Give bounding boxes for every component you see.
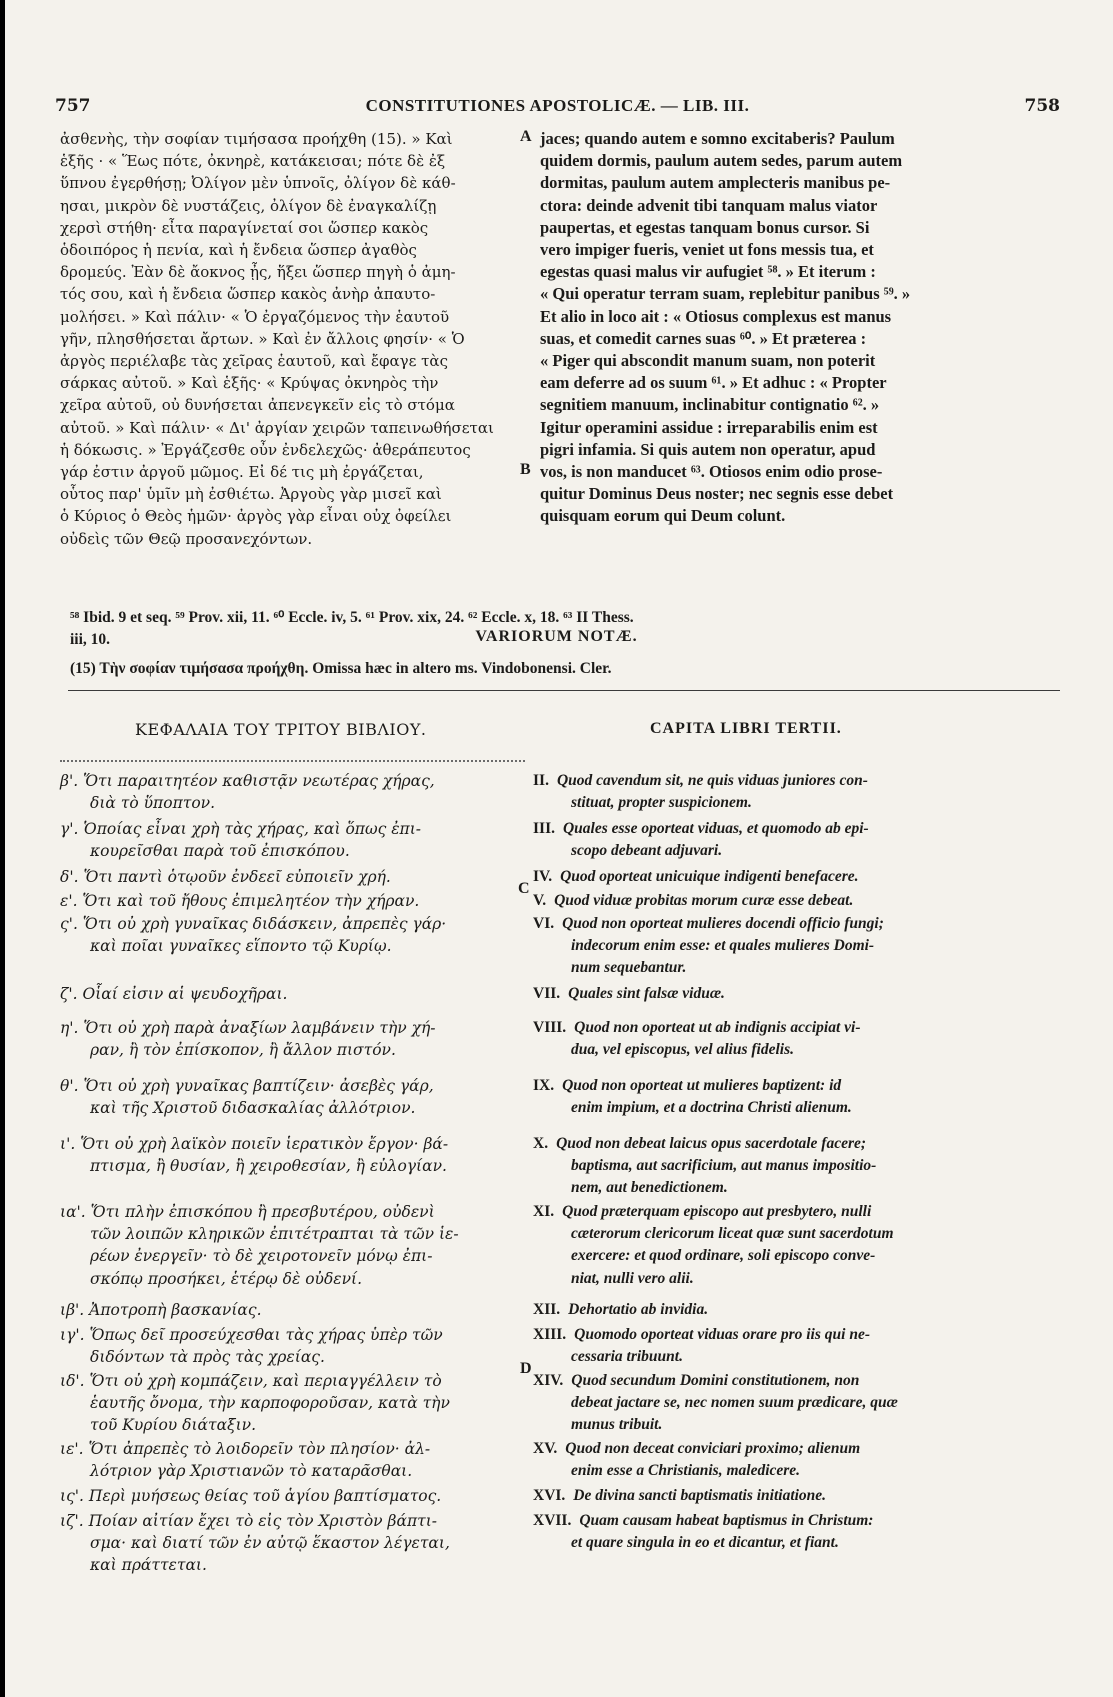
latin-text-column xyxy=(540,128,1040,528)
greek-chapter-line: θ'. Ὅτι οὐ χρὴ γυναῖκας βαπτίζειν· ἀσεβὲς γάρ, xyxy=(60,1077,434,1095)
latin-chapter-item xyxy=(533,1133,1063,1200)
greek-text-line: ὕπνου ἐγερθήσῃ; Ὀλίγον μὲν ὑπνοῖς, ὀλίγον δὲ κάθ- xyxy=(60,174,456,193)
chapter-number: V. xyxy=(533,892,547,909)
greek-text-line: οὐδεὶς τῶν Θεῷ προσανεχόντων. xyxy=(60,529,313,548)
latin-chapter-line: XII. Dehortatio ab invidia. xyxy=(533,1301,709,1318)
chapter-number: VIII. xyxy=(533,1019,567,1036)
greek-chapter-line: ιδ'. Ὅτι οὐ χρὴ κομπάζειν, καὶ περιαγγέλλειν τὸ xyxy=(60,1372,442,1390)
greek-chapter-item xyxy=(60,1075,525,1119)
greek-text-line: ὁ Κύριος ὁ Θεὸς ἡμῶν· ἀργὸς γὰρ εἶναι οὐχ ὀφείλει xyxy=(60,507,452,526)
greek-text-line: τός σου, καὶ ἡ ἔνδεια ὥσπερ κακὸς ἀνὴρ ἀπαυτο- xyxy=(60,285,436,304)
greek-chapter-line: ια'. Ὅτι πλὴν ἐπισκόπου ἢ πρεσβυτέρου, οὐδενὶ xyxy=(60,1203,435,1221)
chapter-number: IV. xyxy=(533,868,553,885)
greek-text-line: χεῖρα αὐτοῦ, οὐ δυνήσεται ἀπενεγκεῖν εἰς τὸ στόμα xyxy=(60,396,455,415)
latin-chapter-line: VIII. Quod non oporteat ut ab indignis accipiat vi- xyxy=(533,1019,861,1036)
latin-text-line: vos, is non manducet ⁶³. Otiosos enim odio prose- xyxy=(540,462,883,482)
latin-chapter-item xyxy=(533,1299,1063,1321)
latin-chapters-heading: CAPITA LIBRI TERTII. xyxy=(650,720,842,737)
latin-text-line: eam deferre ad os suum ⁶¹. » Et adhuc : « Propter xyxy=(540,373,887,393)
greek-chapter-item xyxy=(60,913,525,957)
greek-chapter-line: ιε'. Ὅτι ἀπρεπὲς τὸ λοιδορεῖν τὸν πλησίον· ἀλ- xyxy=(60,1440,431,1458)
margin-marker-a: A xyxy=(520,128,532,145)
greek-chapter-line: καὶ τῆς Χριστοῦ διδασκαλίας ἀλλότριον. xyxy=(90,1099,416,1118)
chapter-number: XI. xyxy=(533,1203,555,1220)
scan-edge xyxy=(0,0,5,1697)
greek-chapter-item xyxy=(60,890,525,912)
latin-chapter-item xyxy=(533,1438,1063,1482)
greek-text-column xyxy=(60,128,515,550)
greek-chapter-line: δ'. Ὅτι παντὶ ὁτῳοῦν ἐνδεεῖ εὐποιεῖν χρή. xyxy=(60,868,391,886)
greek-chapter-line: ρέων ἐνεργεῖν· τὸ δὲ χειροτονεῖν μόνῳ ἐπι- xyxy=(90,1247,433,1266)
section-divider xyxy=(68,690,1060,691)
greek-chapter-item xyxy=(60,866,525,888)
dotted-separator xyxy=(60,760,525,762)
margin-marker-c: C xyxy=(518,880,530,897)
latin-text-line: « Qui operatur terram suam, replebitur panibus ⁵⁹. » xyxy=(540,284,911,304)
latin-chapter-line: X. Quod non debeat laicus opus sacerdotale facere; xyxy=(533,1135,867,1152)
chapter-number: II. xyxy=(533,772,549,789)
latin-chapter-item xyxy=(533,1201,1063,1290)
greek-chapter-line: β'. Ὅτι παραιτητέον καθιστᾷν νεωτέρας χήρας, xyxy=(60,772,435,790)
latin-chapter-line: XI. Quod præterquam episcopo aut presbytero, nulli xyxy=(533,1203,872,1220)
chapter-number: X. xyxy=(533,1135,549,1152)
greek-chapter-line: διὰ τὸ ὕποπτον. xyxy=(90,794,216,813)
chapter-number: XIV. xyxy=(533,1372,564,1389)
greek-text-line: γῆν, πλησθήσεται ἄρτων. » Καὶ ἐν ἄλλοις φησίν· « Ὁ xyxy=(60,329,465,348)
greek-chapter-item xyxy=(60,983,525,1005)
latin-chapter-item xyxy=(533,866,1063,888)
margin-marker-d: D xyxy=(520,1360,532,1377)
latin-chapter-line: munus tribuit. xyxy=(571,1416,663,1434)
chapter-number: XIII. xyxy=(533,1326,567,1343)
latin-chapter-line: VII. Quales sint falsæ viduæ. xyxy=(533,985,725,1002)
latin-chapter-line: enim esse a Christianis, maledicere. xyxy=(571,1462,801,1480)
latin-chapter-line: XVII. Quam causam habeat baptismus in Christum: xyxy=(533,1512,874,1529)
greek-chapter-line: τοῦ Κυρίου διάταξιν. xyxy=(90,1416,257,1435)
greek-chapter-item xyxy=(60,818,525,862)
latin-text-line: suas, et comedit carnes suas ⁶⁰. » Et præterea : xyxy=(540,328,867,348)
latin-chapter-line: XVI. De divina sancti baptismatis initiatione. xyxy=(533,1487,827,1504)
greek-chapter-line: λότριον γὰρ Χριστιανῶν τὸ καταρᾶσθαι. xyxy=(90,1462,413,1481)
latin-text-line: quidem dormis, paulum autem sedes, parum autem xyxy=(540,151,903,171)
latin-text-line: ctora: deinde advenit tibi tanquam malus viator xyxy=(540,195,878,215)
latin-chapter-item xyxy=(533,1075,1063,1119)
greek-chapters-heading: ΚΕΦΑΛΑΙΑ ΤΟΥ ΤΡΙΤΟΥ ΒΙΒΛΙΟΥ. xyxy=(135,720,427,739)
greek-chapter-line: ις'. Περὶ μυήσεως θείας τοῦ ἁγίου βαπτίσματος. xyxy=(60,1487,442,1505)
greek-chapter-item xyxy=(60,1017,525,1061)
variorum-note: (15) Τὴν σοφίαν τιμήσασα προήχθη. Omissa hæc in altero ms. Vindobonensi. Cler. xyxy=(70,660,612,677)
greek-text-line: ησαι, μικρὸν δὲ νυστάζεις, ὀλίγον δὲ ἐναγκαλίζῃ xyxy=(60,196,437,215)
latin-chapter-line: V. Quod viduæ probitas morum curæ esse debeat. xyxy=(533,892,854,909)
latin-chapter-line: indecorum enim esse: et quales mulieres Domi- xyxy=(571,937,875,955)
greek-text-line: γάρ ἐστιν ἀργοῦ μῶμος. Εἰ δέ τις μὴ ἐργάζεται, xyxy=(60,463,424,482)
latin-text-line: Et alio in loco ait : « Otiosus complexus est manus xyxy=(540,306,892,326)
footnote-line: iii, 10. xyxy=(70,631,111,648)
greek-chapter-line: ι'. Ὅτι οὐ χρὴ λαϊκὸν ποιεῖν ἱερατικὸν ἔργον· βά- xyxy=(60,1135,449,1153)
chapter-number: XII. xyxy=(533,1301,561,1318)
greek-text-line: μολήσει. » Καὶ πάλιν· « Ὁ ἐργαζόμενος τὴν ἑαυτοῦ xyxy=(60,307,450,326)
margin-marker-b: B xyxy=(520,461,531,478)
greek-chapter-line: τῶν λοιπῶν κληρικῶν ἐπιτέτραπται τὰ τῶν ἱε- xyxy=(90,1225,459,1244)
latin-chapter-line: baptisma, aut sacrificium, aut manus impositio- xyxy=(571,1157,877,1175)
latin-text-line: dormitas, paulum autem amplecteris manibus pe- xyxy=(540,173,891,193)
greek-text-line: ὁδοιπόρος ἡ πενία, καὶ ἡ ἔνδεια ὥσπερ ἀγαθὸς xyxy=(60,241,417,260)
latin-text-line: quitur Dominus Deus noster; nec segnis esse debet xyxy=(540,484,894,504)
latin-chapter-line: exercere: et quod ordinare, soli episcopo conve- xyxy=(571,1247,876,1265)
greek-chapter-line: ιγ'. Ὅπως δεῖ προσεύχεσθαι τὰς χήρας ὑπὲρ τῶν xyxy=(60,1326,443,1344)
latin-chapter-line: III. Quales esse oporteat viduas, et quomodo ab epi- xyxy=(533,820,869,837)
greek-chapter-item xyxy=(60,1299,525,1321)
latin-chapter-line: VI. Quod non oporteat mulieres docendi officio fungi; xyxy=(533,915,884,932)
greek-chapter-line: ιβ'. Ἀποτροπὴ βασκανίας. xyxy=(60,1301,262,1319)
greek-chapter-line: διδόντων τὰ πρὸς τὰς χρείας. xyxy=(90,1348,325,1367)
chapter-number: XVI. xyxy=(533,1487,566,1504)
latin-chapter-line: dua, vel episcopus, vel alius fidelis. xyxy=(571,1041,795,1059)
chapter-number: XV. xyxy=(533,1440,558,1457)
greek-chapter-line: ς'. Ὅτι οὐ χρὴ γυναῖκας διδάσκειν, ἀπρεπὲς γάρ· xyxy=(60,915,447,933)
greek-chapter-line: καὶ ποῖαι γυναῖκες εἵποντο τῷ Κυρίῳ. xyxy=(90,937,392,956)
footnote-line: ⁵⁸ Ibid. 9 et seq. ⁵⁹ Prov. xii, 11. ⁶⁰ Eccle. iv, 5. ⁶¹ Prov. xix, 24. ⁶² Eccle. x, 18. ⁶³ II Thess. xyxy=(70,609,634,626)
latin-chapter-line: XV. Quod non deceat conviciari proximo; alienum xyxy=(533,1440,861,1457)
greek-chapter-item xyxy=(60,1201,525,1290)
latin-chapter-line: cæterorum clericorum liceat quæ sunt sacerdotum xyxy=(571,1225,894,1243)
latin-text-line: quisquam eorum qui Deum colunt. xyxy=(540,506,786,526)
greek-chapter-line: ιζ'. Ποίαν αἰτίαν ἔχει τὸ εἰς τὸν Χριστὸν βάπτι- xyxy=(60,1512,438,1530)
greek-text-line: οὗτος παρ' ὑμῖν μὴ ἐσθιέτω. Ἀργοὺς γὰρ μισεῖ καὶ xyxy=(60,485,442,504)
latin-chapter-item xyxy=(533,983,1063,1005)
latin-text-line: paupertas, et egestas tanquam bonus cursor. Si xyxy=(540,217,870,237)
latin-chapter-line: stituat, propter suspicionem. xyxy=(571,794,752,812)
greek-text-line: ἑξῆς · « Ἕως πότε, ὀκνηρὲ, κατάκεισαι; πότε δὲ ἐξ xyxy=(60,152,446,171)
latin-chapter-line: cessaria tribuunt. xyxy=(571,1348,683,1366)
greek-chapter-line: σμα· καὶ διατί τῶν ἐν αὐτῷ ἕκαστον λέγεται, xyxy=(90,1534,450,1553)
greek-chapter-line: κουρεῖσθαι παρὰ τοῦ ἐπισκόπου. xyxy=(90,842,350,861)
greek-chapter-item xyxy=(60,1485,525,1507)
latin-text-line: jaces; quando autem e somno excitaberis? Paulum xyxy=(540,129,895,148)
greek-chapter-line: γ'. Ὁποίας εἶναι χρὴ τὰς χήρας, καὶ ὅπως ἐπι- xyxy=(60,820,422,838)
latin-text-line: Igitur operamini assidue : irreparabilis enim est xyxy=(540,417,878,437)
greek-text-line: χερσὶ στήθη· εἶτα παραγίνεταί σοι ὥσπερ κακὸς xyxy=(60,218,429,237)
greek-chapter-item xyxy=(60,1370,525,1437)
latin-chapter-line: IX. Quod non oporteat ut mulieres baptizent: id xyxy=(533,1077,842,1094)
page-header xyxy=(55,96,1060,126)
variorum-title: VARIORUM NOTÆ. xyxy=(475,628,638,645)
greek-text-line: ἀργὸς περιέλαβε τὰς χεῖρας ἑαυτοῦ, καὶ ἔφαγε τὰς xyxy=(60,352,448,371)
latin-text-line: egestas quasi malus vir aufugiet ⁵⁸. » Et iterum : xyxy=(540,262,876,282)
greek-chapter-line: ἑαυτῆς ὄνομα, τὴν καρποφοροῦσαν, κατὰ τὴν xyxy=(90,1394,450,1413)
latin-chapter-item xyxy=(533,1485,1063,1507)
greek-text-line: δρομεύς. Ἐὰν δὲ ἄοκνος ᾖς, ἥξει ὥσπερ πηγὴ ὁ ἀμη- xyxy=(60,263,456,282)
latin-chapter-item xyxy=(533,913,1063,980)
greek-text-line: ἡ δόκωσις. » Ἐργάζεσθε οὖν ἐνδελεχῶς· ἀθεράπευτος xyxy=(60,440,471,459)
greek-chapter-item xyxy=(60,770,525,814)
latin-text-line: vero impiger fueris, veniet ut fons messis tua, et xyxy=(540,240,874,260)
chapter-number: IX. xyxy=(533,1077,555,1094)
latin-chapter-line: debeat jactare se, nec nomen suum prædicare, quæ xyxy=(571,1394,898,1412)
greek-chapter-item xyxy=(60,1324,525,1368)
greek-chapter-line: η'. Ὅτι οὐ χρὴ παρὰ ἀναξίων λαμβάνειν τὴν χή- xyxy=(60,1019,436,1037)
chapter-number: VI. xyxy=(533,915,555,932)
greek-chapter-item xyxy=(60,1438,525,1482)
latin-chapter-line: XIV. Quod secundum Domini constitutionem, non xyxy=(533,1372,860,1389)
latin-chapter-line: nem, aut benedictionem. xyxy=(571,1179,728,1197)
latin-chapter-line: II. Quod cavendum sit, ne quis viduas juniores con- xyxy=(533,772,868,789)
latin-chapter-item xyxy=(533,1324,1063,1368)
greek-chapter-line: πτισμα, ἢ θυσίαν, ἢ χειροθεσίαν, ἢ εὐλογίαν. xyxy=(90,1157,447,1176)
chapter-number: III. xyxy=(533,820,555,837)
latin-chapter-item xyxy=(533,1370,1063,1437)
chapter-number: XVII. xyxy=(533,1512,572,1529)
latin-chapter-item xyxy=(533,770,1063,814)
page-number-right: 758 xyxy=(1024,96,1060,116)
latin-text-line: « Piger qui abscondit manum suam, non poterit xyxy=(540,351,876,371)
latin-chapter-line: niat, nulli vero alii. xyxy=(571,1269,694,1287)
latin-chapter-line: IV. Quod oporteat unicuique indigenti benefacere. xyxy=(533,868,859,885)
latin-chapter-item xyxy=(533,818,1063,862)
latin-chapter-item xyxy=(533,1017,1063,1061)
page-number-left: 757 xyxy=(55,96,91,116)
greek-chapter-line: ε'. Ὅτι καὶ τοῦ ἤθους ἐπιμελητέον τὴν χήραν. xyxy=(60,892,420,910)
greek-chapter-line: σκόπῳ προσήκει, ἑτέρῳ δὲ οὐδενί. xyxy=(90,1269,363,1288)
greek-chapter-item xyxy=(60,1133,525,1177)
running-title: CONSTITUTIONES APOSTOLICÆ. — LIB. III. xyxy=(365,96,750,115)
latin-text-line: segnitiem manuum, inclinabitur contignatio ⁶². » xyxy=(540,395,880,415)
greek-text-line: αὐτοῦ. » Καὶ πάλιν· « Δι' ἀργίαν χειρῶν ταπεινωθήσεται xyxy=(60,418,494,437)
latin-chapter-line: scopo debeant adjuvari. xyxy=(571,842,723,860)
latin-chapter-line: enim impium, et a doctrina Christi alienum. xyxy=(571,1099,852,1117)
latin-chapter-item xyxy=(533,890,1063,912)
chapter-number: VII. xyxy=(533,985,561,1002)
greek-chapter-item xyxy=(60,1510,525,1577)
latin-chapter-item xyxy=(533,1510,1063,1554)
greek-text-line: ἀσθενὴς, τὴν σοφίαν τιμήσασα προήχθη (15). » Καὶ xyxy=(60,130,453,148)
latin-chapter-line: et quare singula in eo et dicantur, et fiant. xyxy=(571,1534,839,1552)
greek-text-line: σάρκας αὐτοῦ. » Καὶ ἑξῆς· « Κρύψας ὀκνηρὸς τὴν xyxy=(60,374,439,393)
greek-chapter-line: ραν, ἢ τὸν ἐπίσκοπον, ἢ ἄλλον πιστόν. xyxy=(90,1041,396,1060)
greek-chapter-line: ζ'. Οἷαί εἰσιν αἱ ψευδοχῆραι. xyxy=(60,985,288,1003)
latin-chapter-line: XIII. Quomodo oporteat viduas orare pro iis qui ne- xyxy=(533,1326,870,1343)
greek-chapter-line: καὶ πράττεται. xyxy=(90,1556,207,1575)
latin-chapter-line: num sequebantur. xyxy=(571,959,687,977)
latin-text-line: pigri infamia. Si quis autem non operatur, apud xyxy=(540,439,876,459)
